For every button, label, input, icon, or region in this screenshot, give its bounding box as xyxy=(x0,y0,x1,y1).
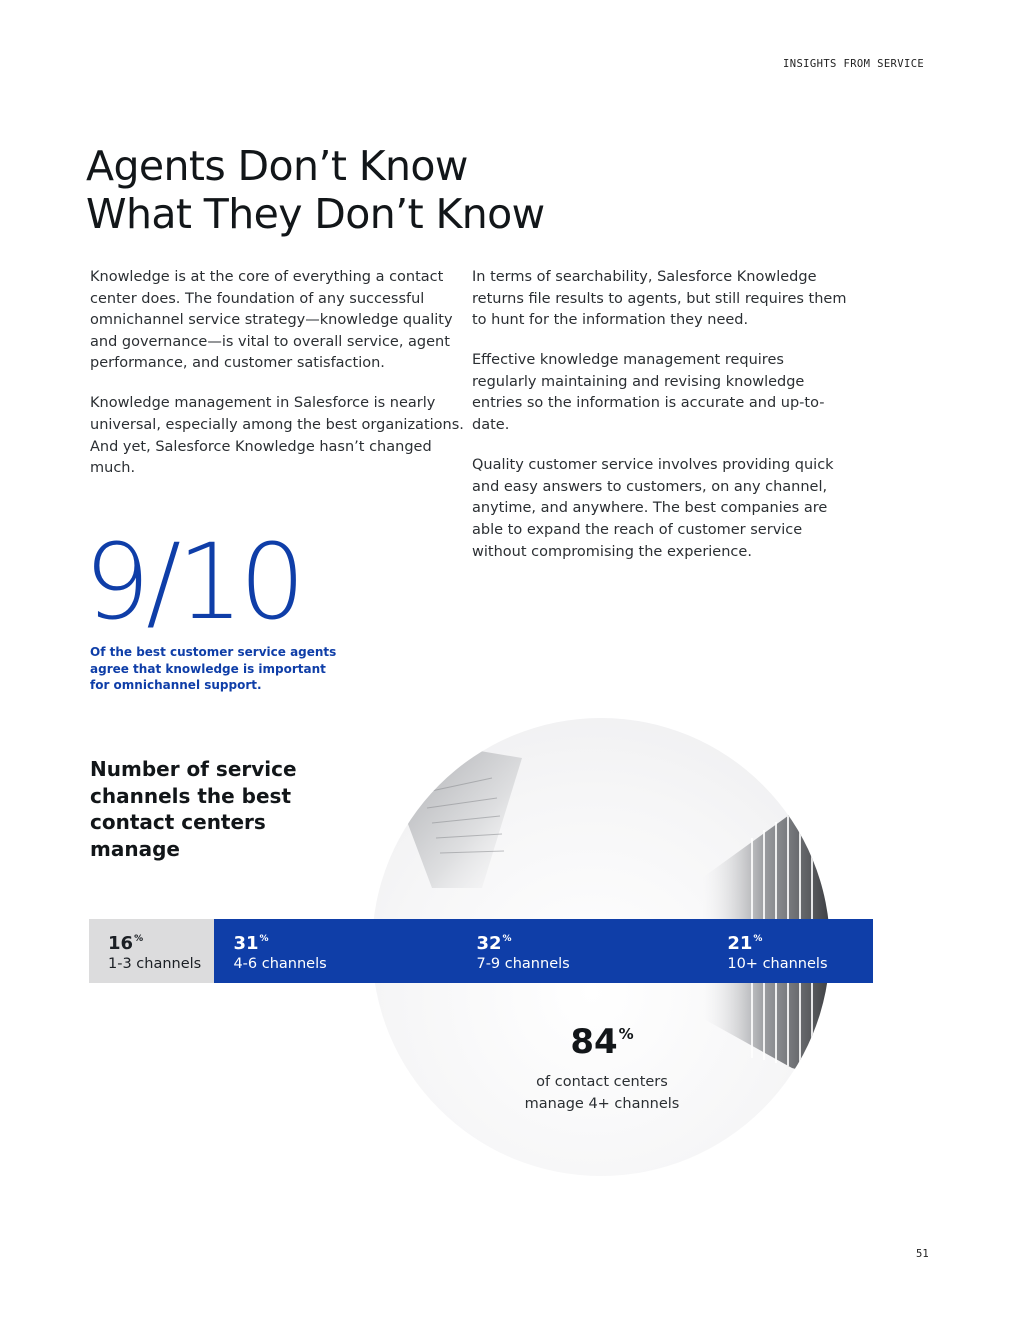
bar-segment-value xyxy=(233,928,457,955)
bar-segment-percent-sign: % xyxy=(502,934,512,944)
summary-text xyxy=(502,1072,702,1115)
bar-segment xyxy=(708,919,873,983)
bar-segment-number: 21 xyxy=(727,933,753,954)
summary-text-line-2: manage 4+ channels xyxy=(524,1095,680,1112)
channel-stacked-bar xyxy=(89,919,873,983)
summary-stat xyxy=(502,1014,702,1115)
bar-segment-label: 1-3 channels xyxy=(108,956,202,972)
body-paragraph: Quality customer service involves providing quick and easy answers to customers, on any channel, anytime, and anywhere. The best companies are able to expand the reach of customer service without compromising the experience. xyxy=(472,457,834,560)
body-paragraph: Knowledge is at the core of everything a contact center does. The foundation of any successful omnichannel service strategy—knowledge quality and governance—is vital to overall service, agent performance, and customer satisfaction. xyxy=(90,269,453,372)
bar-segment-value xyxy=(727,928,873,955)
body-paragraph: In terms of searchability, Salesforce Knowledge returns file results to agents, but still requires them to hunt for the information they need. xyxy=(472,269,847,329)
summary-value xyxy=(502,1014,702,1062)
big-stat-caption: Of the best customer service agents agree that knowledge is important for omnichannel support. xyxy=(90,645,337,693)
bar-segment xyxy=(214,919,457,983)
summary-percent-sign: % xyxy=(618,1025,634,1043)
bar-segment-number: 32 xyxy=(476,933,502,954)
big-stat-value: 9/10 xyxy=(84,521,302,643)
bar-segment xyxy=(457,919,708,983)
bar-segment-value xyxy=(108,928,214,955)
page-title xyxy=(86,142,545,238)
bar-segment-label: 4-6 channels xyxy=(233,956,327,972)
chart-title: Number of service channels the best contact centers manage xyxy=(90,757,297,861)
bar-segment-value xyxy=(476,928,708,955)
summary-text-line-1: of contact centers xyxy=(536,1074,668,1090)
page-number: 51 xyxy=(916,1248,929,1260)
page-title-line-1: Agents Don’t Know xyxy=(86,142,468,190)
summary-number: 84 xyxy=(570,1022,618,1062)
bar-segment xyxy=(89,919,214,983)
bar-segment-percent-sign: % xyxy=(134,934,144,944)
bar-segment-label: 7-9 channels xyxy=(476,956,570,972)
left-column xyxy=(90,267,470,498)
page-title-line-2: What They Don’t Know xyxy=(86,190,545,238)
bar-segment-number: 31 xyxy=(233,933,259,954)
running-head: INSIGHTS FROM SERVICE xyxy=(783,58,925,70)
bar-segment-percent-sign: % xyxy=(753,934,763,944)
bar-segment-percent-sign: % xyxy=(259,934,269,944)
bar-segment-number: 16 xyxy=(108,933,134,954)
body-paragraph: Effective knowledge management requires regularly maintaining and revising knowledge entries so the information is accurate and up-to-date. xyxy=(472,352,825,434)
bar-segment-label: 10+ channels xyxy=(727,956,828,972)
body-paragraph: Knowledge management in Salesforce is nearly universal, especially among the best organizations. And yet, Salesforce Knowledge hasn’t changed much. xyxy=(90,395,464,477)
right-column xyxy=(472,267,852,582)
